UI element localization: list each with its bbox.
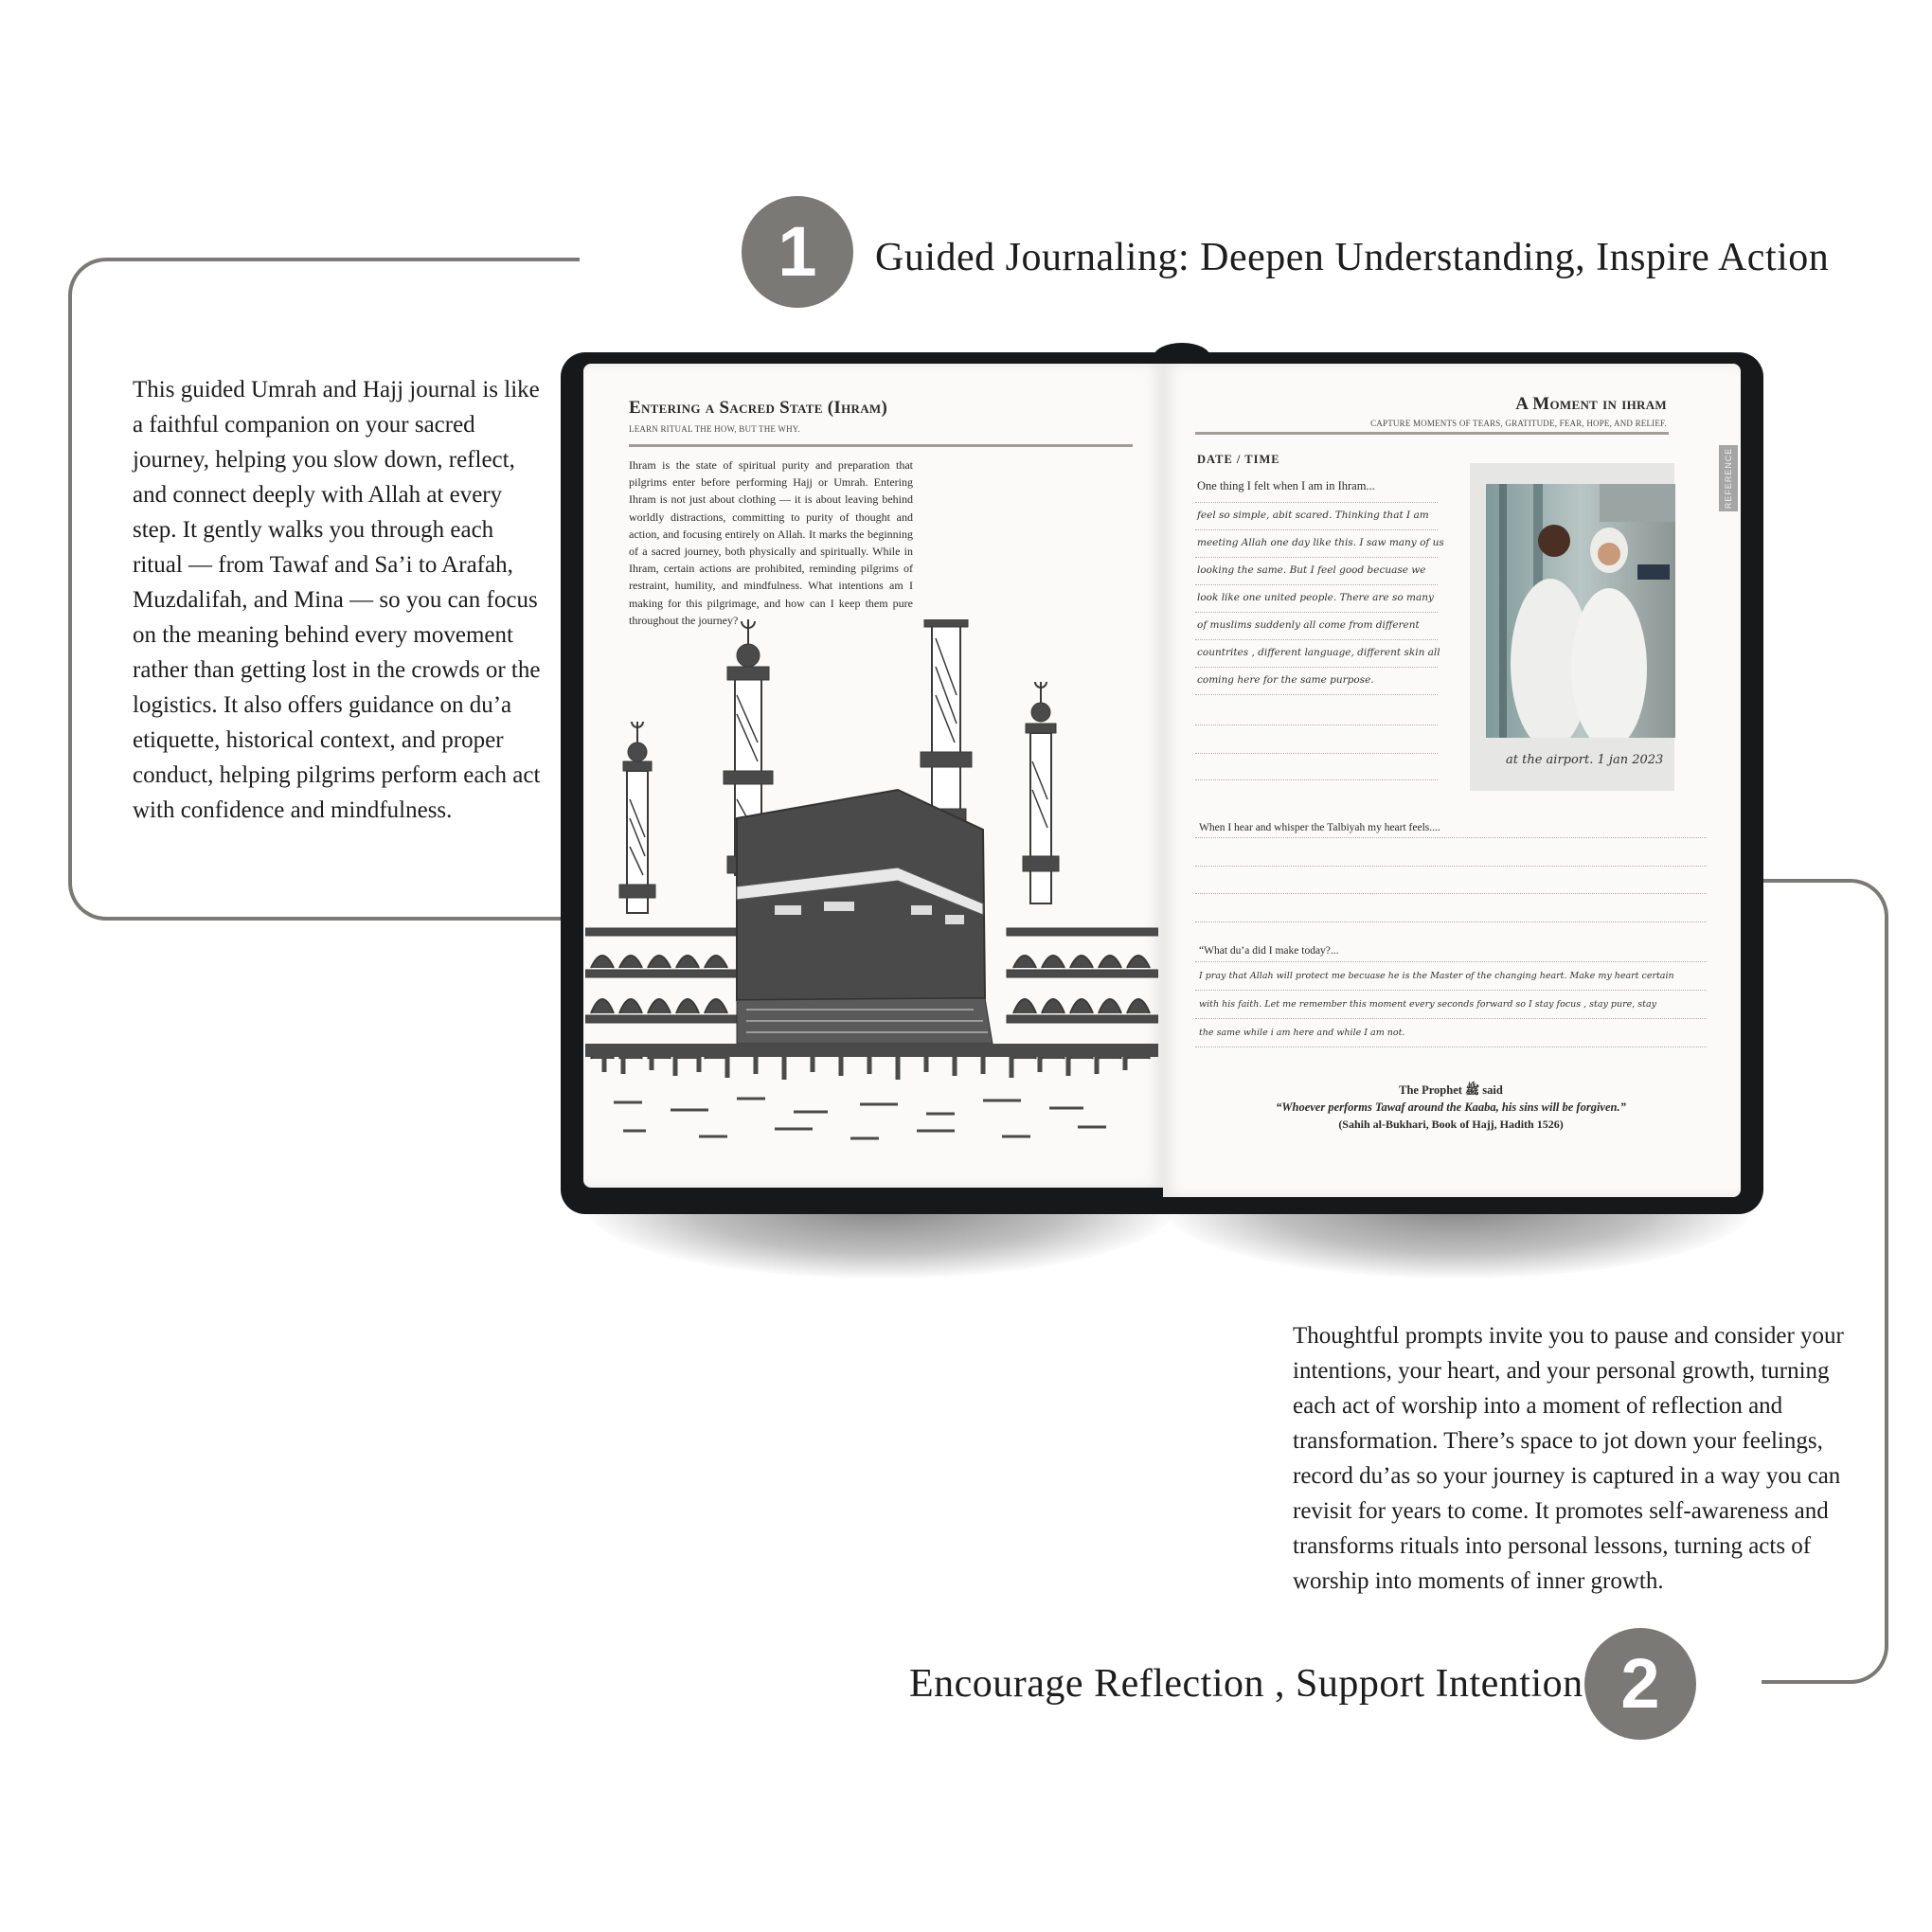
section-1-heading: Guided Journaling: Deepen Understanding, Inspire Action xyxy=(875,236,1830,279)
handwritten-line: countrites , different language, different skin all xyxy=(1197,647,1440,658)
writing-line[interactable] xyxy=(1195,1018,1707,1019)
writing-line[interactable] xyxy=(1195,990,1707,991)
handwritten-line: I pray that Allah will protect me becuase he is the Master of the changing heart. Make my heart certain xyxy=(1199,971,1674,981)
step-badge-2: 2 xyxy=(1584,1628,1696,1740)
prompt-talbiyah: When I hear and whisper the Talbiyah my heart feels.... xyxy=(1199,822,1440,833)
left-page-rule xyxy=(629,444,1133,447)
writing-line[interactable] xyxy=(1195,639,1438,640)
quote-intro: The Prophet ﷺ said xyxy=(1399,1083,1503,1097)
left-page-body: Ihram is the state of spiritual purity and preparation that pilgrims enter before performing Hajj or Umrah. Entering Ihram is not just about clothing — it is about leaving behind worldly distractions, committing to purity of thought and action, and focusing entirely on Allah. It marks the beginning of a sacred journey, both physically and spiritually. While in Ihram, certain actions are prohibited, reminding pilgrims of restraint, humility, and mindfulness. What intentions am I making for this pilgrimage, and how can I keep them pure throughout the journey? xyxy=(629,458,913,627)
writing-line[interactable] xyxy=(1195,667,1438,668)
minaret-icon xyxy=(1023,682,1059,903)
writing-line[interactable] xyxy=(1195,529,1438,530)
left-page-title: Entering a Sacred State (Ihram) xyxy=(629,398,888,418)
writing-line[interactable] xyxy=(1195,753,1438,754)
writing-line[interactable] xyxy=(1195,724,1438,725)
section-1-description: This guided Umrah and Hajj journal is like a faithful companion on your sacred journey, helping you slow down, reflect, and connect deeply with Allah at every step. It gently walks you through each ritual — from Tawaf and Sa’i to Arafah, Muzdalifah, and Mina — so you can focus on the meaning behind every movement rather than getting lost in the crowds or the logistics. It also offers guidance on du’a etiquette, historical context, and proper conduct, helping pilgrims perform each act with confidence and mindfulness. xyxy=(133,377,541,823)
left-page-subtitle: LEARN RITUAL THE HOW, BUT THE WHY. xyxy=(629,424,800,434)
arcade-colonnade xyxy=(1007,928,1158,1059)
writing-line[interactable] xyxy=(1195,612,1438,613)
pilgrim-crowd xyxy=(585,1044,1158,1080)
minaret-icon xyxy=(921,619,972,830)
writing-line[interactable] xyxy=(1195,1046,1707,1047)
writing-line[interactable] xyxy=(1195,961,1707,962)
handwritten-line: feel so simple, abit scared. Thinking that I am xyxy=(1197,510,1429,521)
writing-line[interactable] xyxy=(1195,921,1707,922)
writing-line[interactable] xyxy=(1195,779,1438,780)
writing-line[interactable] xyxy=(1195,584,1438,585)
prompt-ihram-feeling: One thing I felt when I am in Ihram... xyxy=(1197,479,1375,492)
reference-tab[interactable] xyxy=(1719,445,1738,511)
prompt-dua: “What du’a did I make today?... xyxy=(1199,945,1339,957)
handwritten-line: look like one united people. There are so many xyxy=(1197,592,1434,603)
step-badge-1: 1 xyxy=(742,196,853,308)
right-page-rule xyxy=(1195,432,1669,435)
handwritten-line: with his faith. Let me remember this moment every seconds forward so I stay focus , stay pure, stay xyxy=(1199,999,1657,1010)
right-page-subtitle: CAPTURE MOMENTS OF TEARS, GRATITUDE, FEAR, HOPE, AND RELIEF. xyxy=(1370,419,1667,428)
pilgrim-couple-photo xyxy=(1486,484,1675,738)
journal-left-page xyxy=(583,364,1163,1188)
writing-line[interactable] xyxy=(1195,557,1438,558)
right-page-title: A Moment in ihram xyxy=(1515,394,1667,414)
section-2-heading: Encourage Reflection , Support Intention xyxy=(909,1662,1583,1706)
reference-tab-label: REFERENCE xyxy=(1724,447,1733,510)
minaret-icon xyxy=(619,722,655,913)
section-2-description: Thoughtful prompts invite you to pause and consider your intentions, your heart, and your personal growth, turning each act of worship into a moment of reflection and transformation. There’s space to jot down your feelings, record du’as so your journey is captured in a way you can revisit for years to come. It promotes self-awareness and transforms rituals into personal lessons, turning acts of worship into moments of inner growth. xyxy=(1293,1323,1844,1594)
handwritten-line: meeting Allah one day like this. I saw many of us xyxy=(1197,537,1444,548)
handwritten-line: coming here for the same purpose. xyxy=(1197,674,1374,686)
quote-source: (Sahih al-Bukhari, Book of Hajj, Hadith 1526) xyxy=(1338,1118,1564,1131)
writing-line[interactable] xyxy=(1195,893,1707,894)
arcade-colonnade xyxy=(585,928,746,1059)
date-time-field[interactable]: DATE / TIME xyxy=(1197,453,1280,466)
writing-line[interactable] xyxy=(1195,694,1438,695)
handwritten-line: looking the same. But I feel good becuase we xyxy=(1197,564,1426,576)
handwritten-line: of muslims suddenly all come from different xyxy=(1197,619,1420,631)
writing-line[interactable] xyxy=(1195,502,1438,503)
handwritten-line: the same while i am here and while I am not. xyxy=(1199,1028,1405,1038)
photo-caption: at the airport. 1 jan 2023 xyxy=(1506,753,1664,767)
quote-text: “Whoever performs Tawaf around the Kaaba, his sins will be forgiven.” xyxy=(1276,1100,1626,1114)
kaaba-cube xyxy=(737,790,993,1044)
writing-line[interactable] xyxy=(1195,866,1707,867)
writing-line[interactable] xyxy=(1195,837,1707,838)
kaaba-illustration xyxy=(585,619,1158,1150)
